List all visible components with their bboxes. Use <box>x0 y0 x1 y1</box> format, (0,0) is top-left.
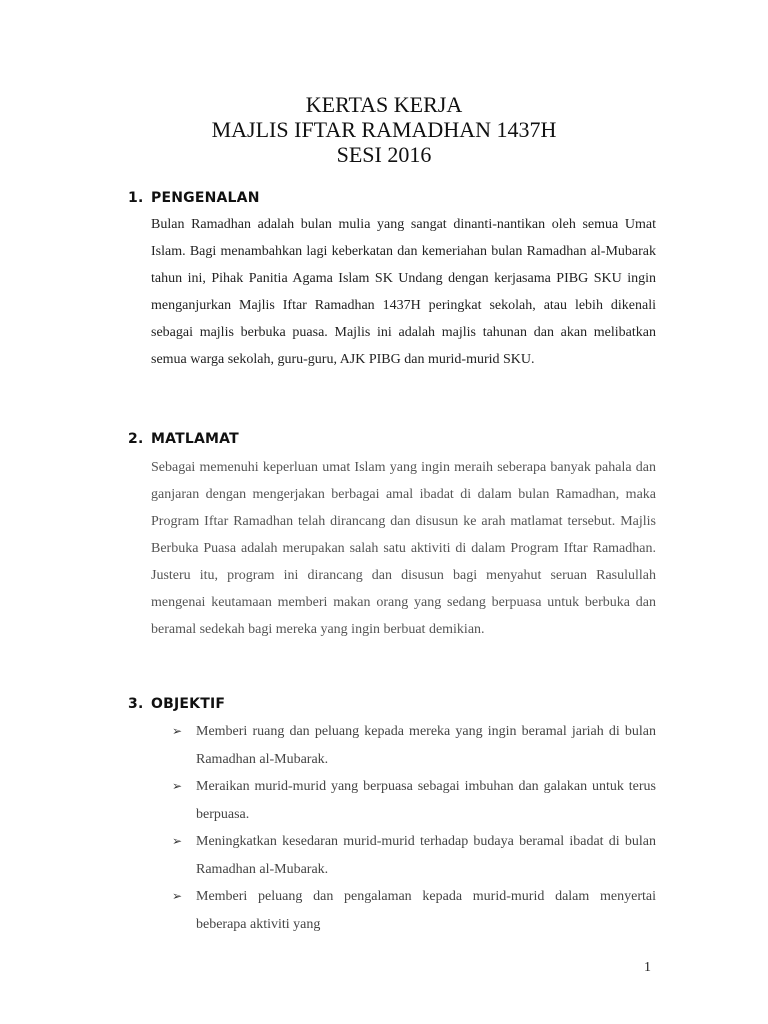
section-heading-pengenalan <box>128 190 260 206</box>
arrow-bullet-icon: ➢ <box>172 724 183 738</box>
section-number: 1. <box>128 190 144 206</box>
title-line-2: MAJLIS IFTAR RAMADHAN 1437H <box>211 117 557 142</box>
list-item-text: Memberi ruang dan peluang kepada mereka yang ingin beramal jariah di bulan Ramadhan al-Mubarak. <box>196 724 656 767</box>
list-item <box>172 718 656 773</box>
section-text-matlamat: Sebagai memenuhi keperluan umat Islam yang ingin meraih seberapa banyak pahala dan ganjaran dengan mengerjakan berbagai amal ibadat di dalam bulan Ramadhan, maka Program Iftar Ramadhan telah dirancang dan disusun ke arah matlamat tersebut. Majlis Berbuka Puasa adalah merupakan salah satu aktiviti di dalam Program Iftar Ramadhan. Justeru itu, program ini dirancang dan disusun bagi menyahut seruan Rasulullah mengenai keutamaan memberi makan orang yang sedang berpuasa untuk berbuka dan beramal sedekah bagi mereka yang ingin berbuat demikian. <box>151 460 656 637</box>
arrow-bullet-icon: ➢ <box>172 889 183 903</box>
section-number: 3. <box>128 696 144 712</box>
page-number: 1 <box>644 960 651 975</box>
arrow-bullet-icon: ➢ <box>172 834 183 848</box>
list-item-text: Meningkatkan kesedaran murid-murid terhadap budaya beramal ibadat di bulan Ramadhan al-Mubarak. <box>196 834 656 877</box>
document-title <box>0 92 768 167</box>
list-item <box>172 883 656 938</box>
section-title: PENGENALAN <box>151 190 260 206</box>
title-line-1: KERTAS KERJA <box>305 92 463 117</box>
section-heading-objektif <box>128 696 225 712</box>
section-number: 2. <box>128 431 144 447</box>
section-title: OBJEKTIF <box>151 696 226 712</box>
section-title: MATLAMAT <box>151 431 239 447</box>
list-item-text: Memberi peluang dan pengalaman kepada murid-murid dalam menyertai beberapa aktiviti yang <box>196 889 656 932</box>
section-heading-matlamat <box>128 431 239 447</box>
list-item-text: Meraikan murid-murid yang berpuasa sebagai imbuhan dan galakan untuk terus berpuasa. <box>196 779 656 822</box>
list-item <box>172 773 656 828</box>
list-item <box>172 828 656 883</box>
objektif-list <box>172 718 656 938</box>
arrow-bullet-icon: ➢ <box>172 779 183 793</box>
section-text-pengenalan: Bulan Ramadhan adalah bulan mulia yang sangat dinanti-nantikan oleh semua Umat Islam. Bagi menambahkan lagi keberkatan dan kemeriahan bulan Ramadhan al-Mubarak tahun ini, Pihak Panitia Agama Islam SK Undang dengan kerjasama PIBG SKU ingin menganjurkan Majlis Iftar Ramadhan 1437H peringkat sekolah, atau lebih dikenali sebagai majlis berbuka puasa. Majlis ini adalah majlis tahunan dan akan melibatkan semua warga sekolah, guru-guru, AJK PIBG dan murid-murid SKU. <box>151 217 656 367</box>
title-line-3: SESI 2016 <box>336 142 432 167</box>
